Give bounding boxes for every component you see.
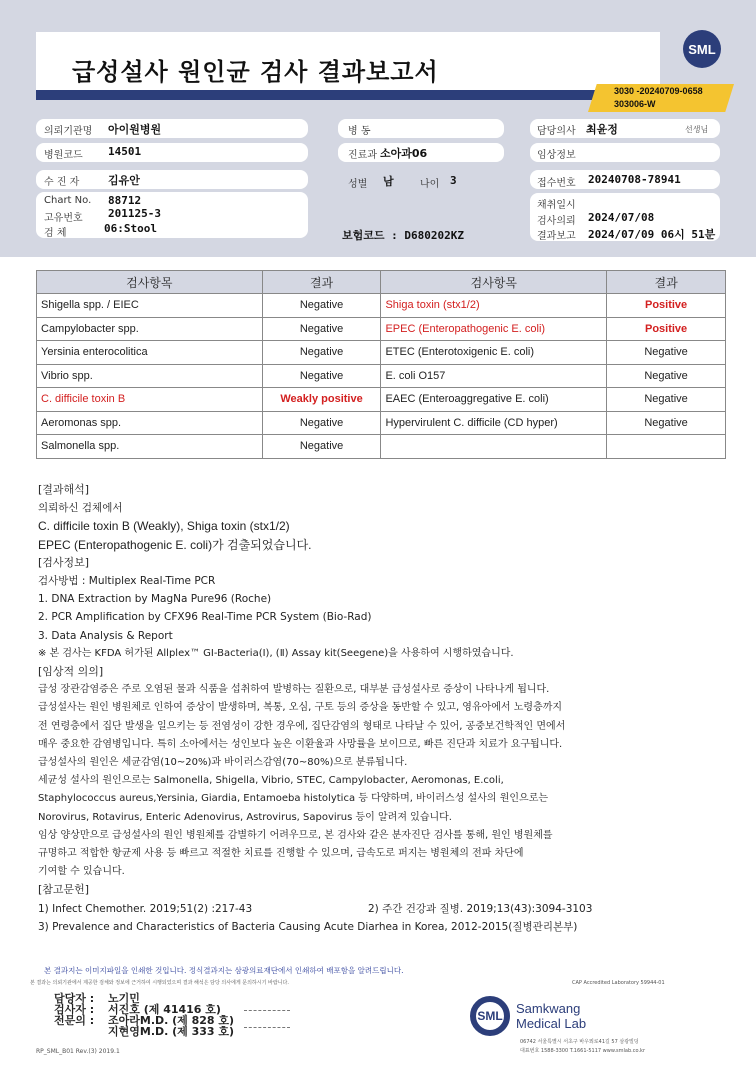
clinical-line: 매우 중요한 감염병입니다. 특히 소아에서는 성인보다 높은 이환율과 사망률을 보이므로, 빠른 진단과 치료가 요구됩니다. (38, 738, 563, 750)
request-label: 검사의뢰 (537, 216, 576, 227)
test-result: Negative (262, 317, 381, 341)
insurance-code: 보험코드 : D680202KZ (342, 229, 464, 242)
section-heading-test-info: [검사정보] (38, 555, 90, 569)
sex-label: 성별 (348, 179, 368, 190)
signature-mark (244, 1003, 290, 1011)
table-row (37, 317, 726, 341)
test-result: Negative (262, 411, 381, 435)
header-item-1: 검사항목 (37, 271, 263, 294)
table-row (37, 341, 726, 365)
receipt-value: 20240708-78941 (588, 173, 681, 186)
test-result: Positive (607, 317, 726, 341)
test-item: Campylobacter spp. (37, 317, 263, 341)
clinical-line: Staphylococcus aureus,Yersinia, Giardia, Entamoeba histolytica 등 다양하며, 바이러스성 설사의 원인으로는 (38, 793, 549, 805)
code-line-2: 303006-W (614, 99, 656, 109)
print-notice: 본 결과지는 이미지파일을 인쇄한 것입니다. 정식결과지는 삼광의료재단에서 인쇄하여 배포함을 알려드립니다. (44, 966, 404, 975)
section-heading-interpretation: [결과해석] (38, 483, 90, 496)
test-result: Negative (607, 364, 726, 388)
disclaimer-text: 본 결과는 의뢰기관에서 제공한 검체와 정보에 근거하여 시행되었으며 결과 해석은 담당 의사에게 문의하시기 바랍니다. (30, 980, 289, 986)
doctor-value: 최윤정 (586, 123, 618, 136)
table-row (37, 364, 726, 388)
signature-mark (244, 1020, 290, 1028)
specimen-label: 검 체 (44, 228, 67, 239)
test-item: ETEC (Enterotoxigenic E. coli) (381, 341, 607, 365)
hospital-value: 아이원병원 (108, 123, 162, 136)
collect-label: 채취일시 (537, 200, 576, 211)
method-line: 2. PCR Amplification by CFX96 Real-Time PCR System (Bio-Rad) (38, 611, 372, 624)
test-item: Aeromonas spp. (37, 411, 263, 435)
id-label: 고유번호 (44, 213, 83, 224)
specimen-value: 06:Stool (104, 222, 157, 235)
test-item: Shigella spp. / EIEC (37, 294, 263, 318)
doctor-suffix: 선생님 (685, 125, 709, 134)
test-item: Hypervirulent C. difficile (CD hyper) (381, 411, 607, 435)
table-header-row (37, 271, 726, 294)
clinical-line: 임상 양상만으로 급성설사의 원인 병원체를 감별하기 어려우므로, 본 검사와 같은 분자진단 검사를 통해, 원인 병원체를 (38, 829, 553, 841)
test-result: Weakly positive (262, 388, 381, 412)
specialist-name-2: 지현영M.D. (제 333 호) (108, 1025, 235, 1038)
doctor-label: 담당의사 (537, 126, 576, 137)
test-item: Vibrio spp. (37, 364, 263, 388)
table-row (37, 435, 726, 459)
code-value: 14501 (108, 145, 142, 158)
cap-accreditation: CAP Accredited Laboratory 59944-01 (572, 980, 665, 986)
clinical-line: 급성설사의 원인은 세균감염(10~20%)과 바이러스감염(70~80%)으로 분류됩니다. (38, 757, 408, 769)
test-result: Negative (262, 341, 381, 365)
lab-address: 06742 서울특별시 서초구 바우뫼로41길 57 삼광빌딩 (520, 1039, 639, 1045)
test-result: Negative (262, 364, 381, 388)
table-row (37, 411, 726, 435)
test-item (381, 435, 607, 459)
sml-logo-icon: SML (683, 30, 721, 68)
clinical-line: 급성 장관감염증은 주로 오염된 물과 식품을 섭취하여 발병하는 질환으로, 대부분 급성설사로 증상이 나타나게 됩니다. (38, 684, 550, 696)
code-line-1: 3030 -20240709-0658 (614, 86, 703, 96)
test-result: Negative (262, 294, 381, 318)
id-value: 201125-3 (108, 207, 161, 220)
staff-name: 노기민 (108, 992, 140, 1005)
lab-contact: 대표번호 1588-3300 T.1661-5117 www.smlab.co.kr (520, 1048, 645, 1054)
test-result: Negative (607, 341, 726, 365)
dept-label: 진료과 (348, 150, 377, 161)
chart-value: 88712 (108, 194, 142, 207)
patient-value: 김유안 (108, 174, 140, 187)
staff-label: 담당자 : (54, 992, 95, 1005)
header-result-2: 결과 (607, 271, 726, 294)
report-value: 2024/07/09 06시 51분 (588, 228, 716, 241)
test-result: Positive (607, 294, 726, 318)
test-result: Negative (607, 388, 726, 412)
method-note: ※ 본 검사는 KFDA 허가된 Allplex™ GI-Bacteria(Ⅰ), (Ⅱ) Assay kit(Seegene)을 사용하여 시행하였습니다. (38, 647, 514, 659)
report-body (38, 481, 718, 936)
test-item: E. coli O157 (381, 364, 607, 388)
sml-footer-logo-icon: SML (470, 996, 510, 1036)
clinical-line: Norovirus, Rotavirus, Enteric Adenovirus, Astrovirus, Sapovirus 등이 알려져 있습니다. (38, 811, 452, 823)
lab-name-line-2: Medical Lab (516, 1016, 587, 1031)
test-item: C. difficile toxin B (37, 388, 263, 412)
specialist-label: 전문의 : (54, 1014, 95, 1027)
reference-3: 3) Prevalence and Characteristics of Bacteria Causing Acute Diarhea in Korea, 2012-2015(질병관리본부) (38, 920, 578, 933)
method-line: 검사방법 : Multiplex Real-Time PCR (38, 575, 216, 588)
receipt-label: 접수번호 (537, 178, 576, 189)
clinical-line: 세균성 설사의 원인으로는 Salmonella, Shigella, Vibrio, STEC, Campylobacter, Aeromonas, E.coli, (38, 775, 504, 787)
test-item: Salmonella spp. (37, 435, 263, 459)
clinical-label: 임상정보 (537, 150, 576, 161)
section-heading-references: [참고문헌] (38, 883, 90, 897)
form-code: RP_SML_B01 Rev.(3) 2019.1 (36, 1048, 120, 1055)
table-row (37, 388, 726, 412)
report-label: 결과보고 (537, 231, 576, 242)
age-value: 3 (450, 174, 457, 187)
patient-label: 수 진 자 (44, 177, 80, 188)
chart-label: Chart No. (44, 195, 92, 206)
sex-value: 남 (383, 175, 394, 188)
interpretation-line: C. difficile toxin B (Weakly), Shiga toxin (stx1/2) (38, 519, 290, 534)
interpretation-line: EPEC (Enteropathogenic E. coli)가 검출되었습니다. (38, 537, 312, 552)
reference-2: 2) 주간 건강과 질병. 2019;13(43):3094-3103 (368, 902, 593, 915)
header-result-1: 결과 (262, 271, 381, 294)
interpretation-line: 의뢰하신 검체에서 (38, 502, 123, 515)
section-heading-clinical: [임상적 의의] (38, 665, 104, 679)
test-item: EPEC (Enteropathogenic E. coli) (381, 317, 607, 341)
request-value: 2024/07/08 (588, 211, 655, 224)
test-result: Negative (262, 435, 381, 459)
test-item: EAEC (Enteroaggregative E. coli) (381, 388, 607, 412)
reference-line (38, 900, 718, 918)
clinical-line: 기여할 수 있습니다. (38, 866, 125, 878)
reference-1: 1) Infect Chemother. 2019;51(2) :217-43 (38, 902, 253, 915)
age-label: 나이 (420, 179, 440, 190)
tester-name: 서진호 (제 41416 호) (108, 1003, 221, 1016)
test-item: Yersinia enterocolitica (37, 341, 263, 365)
ward-label: 병 동 (348, 126, 371, 137)
specialist-name-1: 조아라M.D. (제 828 호) (108, 1014, 235, 1027)
header-item-2: 검사항목 (381, 271, 607, 294)
results-table (36, 270, 726, 459)
dept-value: 소아과06 (380, 147, 428, 160)
clinical-line: 전 연령층에서 집단 발생을 일으키는 등 전염성이 강한 경우에, 집단감염의 형태로 나타날 수 있어, 공중보건학적인 면에서 (38, 720, 566, 732)
method-line: 3. Data Analysis & Report (38, 629, 173, 642)
code-label: 병원코드 (44, 150, 83, 161)
test-item: Shiga toxin (stx1/2) (381, 294, 607, 318)
clinical-line: 급성설사는 원인 병원체로 인하여 증상이 발생하며, 복통, 오심, 구토 등의 증상을 동반할 수 있고, 영유아에서 노령층까지 (38, 702, 563, 714)
report-title: 급성설사 원인균 검사 결과보고서 (72, 58, 439, 86)
test-result (607, 435, 726, 459)
tester-label: 검사자 : (54, 1003, 95, 1016)
test-result: Negative (607, 411, 726, 435)
table-row (37, 294, 726, 318)
clinical-line: 규명하고 적합한 항균제 사용 등 빠르고 적절한 치료를 진행할 수 있으며, 급속도로 퍼지는 병원체의 전파 차단에 (38, 848, 524, 860)
lab-name-line-1: Samkwang (516, 1001, 581, 1016)
method-line: 1. DNA Extraction by MagNa Pure96 (Roche) (38, 593, 272, 606)
title-box (36, 32, 660, 100)
hospital-label: 의뢰기관명 (44, 126, 93, 137)
